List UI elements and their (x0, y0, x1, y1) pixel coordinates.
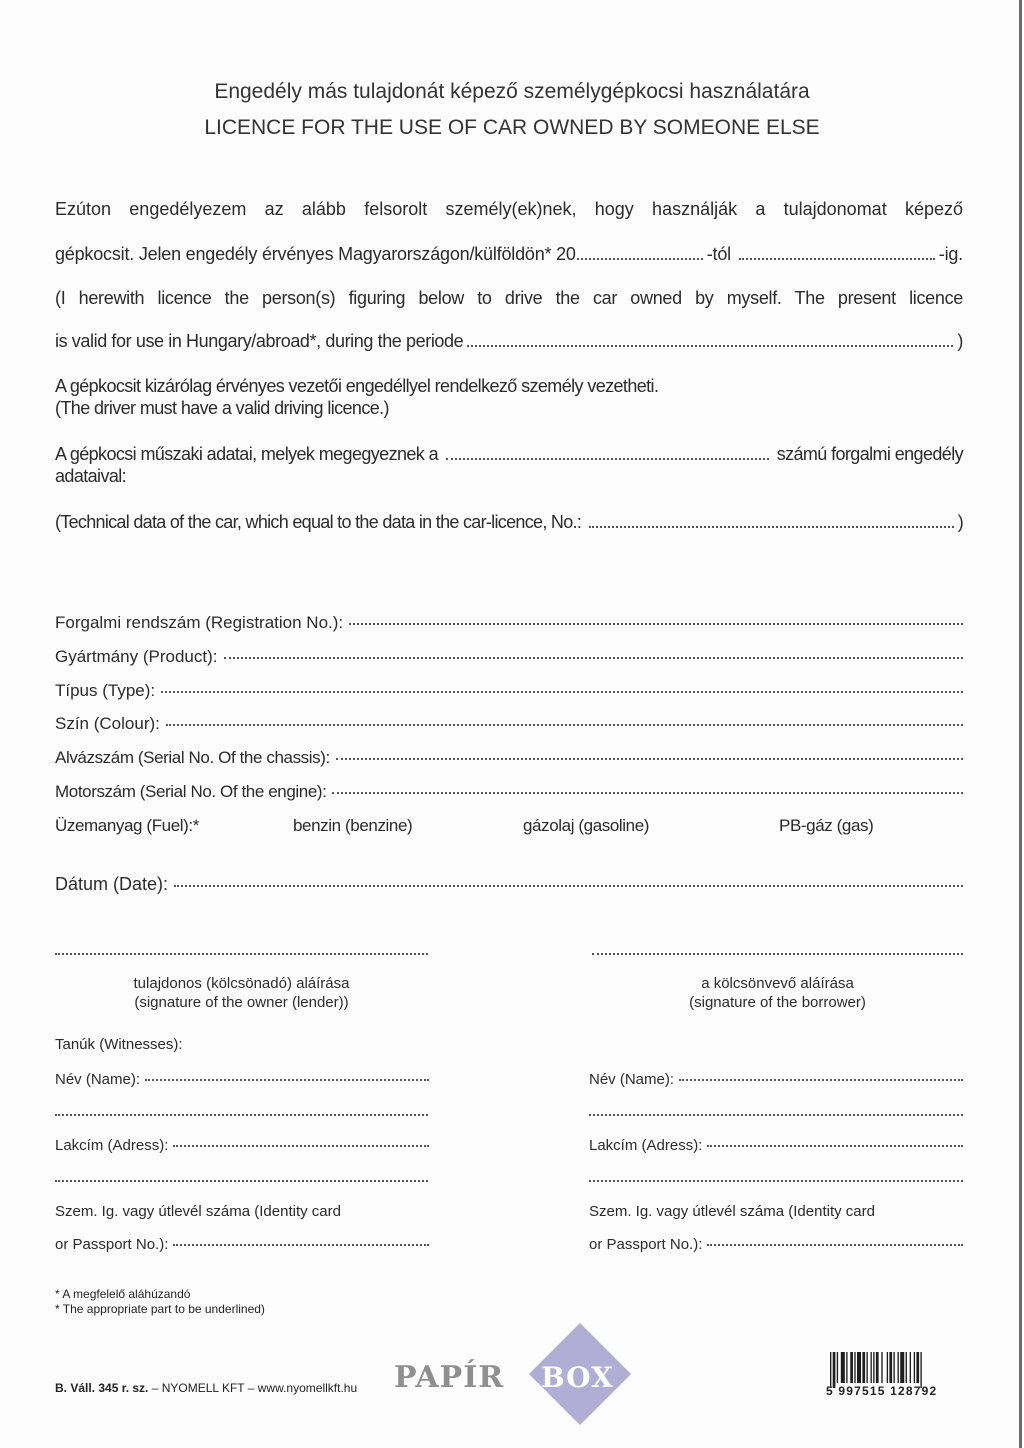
witness-name-line[interactable] (679, 1078, 963, 1081)
logo-word-papir: PAPÍR (394, 1360, 505, 1395)
barcode-bar (857, 1352, 861, 1383)
title-hungarian: Engedély más tulajdonát képező személygépkocsi használatára (214, 80, 810, 103)
barcode-bar (850, 1352, 853, 1383)
witness-2-name[interactable] (589, 1071, 963, 1088)
barcode-bar (881, 1352, 882, 1383)
owner-signature-line[interactable] (55, 952, 428, 955)
owner-signature-caption-en: (signature of the owner (lender)) (134, 994, 349, 1011)
barcode-bar (900, 1352, 904, 1383)
witness-address-line[interactable] (173, 1144, 429, 1147)
footnote-hungarian: * A megfelelő aláhúzandó (55, 1287, 191, 1301)
barcode-bar (873, 1352, 874, 1383)
barcode-bar (906, 1352, 907, 1383)
intro-line-1: Ezúton engedélyezem az alább felsorolt személy(ek)nek, hogy használják a tulajdonomat képező (55, 199, 963, 219)
field-input-line[interactable] (336, 757, 963, 760)
borrower-signature-caption (592, 974, 963, 1012)
fuel-option-gasoline[interactable]: gázolaj (gasoline) (523, 816, 650, 835)
footnote-english: * The appropriate part to be underlined) (55, 1302, 265, 1316)
fuel-label: Üzemanyag (Fuel):* (55, 816, 199, 835)
witness-name-line[interactable] (145, 1078, 429, 1081)
date-from-field[interactable] (577, 257, 703, 260)
field-chassis-number[interactable] (55, 748, 963, 768)
witness-address-label: Lakcím (Adress): (55, 1137, 169, 1154)
driver-note-hungarian: A gépkocsit kizárólag érvényes vezetői engedéllyel rendelkező személy vezetheti. (55, 376, 659, 396)
tech-data-hu-end: számú forgalmi engedély (776, 444, 963, 464)
field-label: Gyártmány (Product): (55, 647, 218, 666)
tech-data-en-end: ) (957, 512, 963, 532)
intro-line-3: (I herewith licence the person(s) figuring below to drive the car owned by myself. The present licence (55, 288, 963, 308)
field-colour[interactable] (55, 714, 963, 734)
witness-2-address[interactable] (589, 1137, 963, 1154)
field-input-line[interactable] (166, 723, 963, 726)
barcode-bar (914, 1352, 915, 1383)
witness-address-label: Lakcím (Adress): (589, 1137, 703, 1154)
tech-data-en-start: (Technical data of the car, which equal to the data in the car-licence, No.: (55, 512, 582, 532)
field-engine-number[interactable] (55, 782, 963, 802)
barcode-number: 5 997515 128792 (826, 1384, 938, 1398)
field-input-line[interactable] (224, 656, 964, 659)
scan-edge (1019, 0, 1022, 1448)
barcode (830, 1352, 962, 1388)
barcode-bar (866, 1352, 867, 1383)
field-label: Típus (Type): (55, 681, 156, 700)
witness-2-address-line-2[interactable] (589, 1179, 963, 1182)
witness-name-label: Név (Name): (589, 1071, 675, 1088)
imprint-publisher: – NYOMELL KFT – www.nyomellkft.hu (148, 1381, 358, 1395)
witness-2-id-label: Szem. Ig. vagy útlevél száma (Identity card (589, 1203, 875, 1220)
witness-1-passport[interactable] (55, 1236, 429, 1253)
title-english: LICENCE FOR THE USE OF CAR OWNED BY SOMEONE ELSE (204, 116, 820, 139)
field-label: Dátum (Date): (55, 874, 169, 894)
field-label: Motorszám (Serial No. Of the engine): (55, 782, 327, 801)
barcode-bar (862, 1352, 865, 1383)
barcode-bar (920, 1352, 921, 1388)
barcode-bar (830, 1352, 831, 1388)
field-input-line[interactable] (161, 690, 963, 693)
intro-line-4-start: is valid for use in Hungary/abroad*, during the periode (55, 331, 464, 351)
witness-1-address[interactable] (55, 1137, 429, 1154)
date-to-field[interactable] (739, 257, 935, 260)
field-input-line[interactable] (349, 622, 963, 625)
barcode-bar (841, 1352, 845, 1383)
witness-2-passport[interactable] (589, 1236, 963, 1253)
borrower-signature-caption-en: (signature of the borrower) (689, 994, 866, 1011)
tech-data-english (55, 512, 963, 533)
tech-data-hungarian-line-2: adataival: (55, 466, 127, 486)
barcode-bar (887, 1352, 888, 1383)
fuel-option-gas[interactable]: PB-gáz (gas) (779, 816, 874, 835)
witness-2-name-line-2[interactable] (589, 1113, 963, 1116)
barcode-bar (837, 1352, 838, 1383)
barcode-bar (846, 1352, 847, 1383)
witness-address-line[interactable] (707, 1144, 963, 1147)
field-label: Alvázszám (Serial No. Of the chassis): (55, 748, 330, 767)
barcode-bar (833, 1352, 836, 1388)
imprint (55, 1381, 357, 1395)
barcode-bar (898, 1352, 899, 1383)
driver-note-english: (The driver must have a valid driving licence.) (55, 398, 389, 418)
field-label: Szín (Colour): (55, 714, 160, 733)
barcode-bar (916, 1352, 919, 1383)
field-label: Forgalmi rendszám (Registration No.): (55, 613, 344, 632)
field-input-line[interactable] (174, 884, 963, 887)
witness-1-id-label: Szem. Ig. vagy útlevél száma (Identity card (55, 1203, 341, 1220)
tech-data-hu-start: A gépkocsi műszaki adatai, melyek megegyeznek a (55, 444, 439, 464)
intro-line-2-end: -ig. (938, 244, 963, 264)
field-registration-number[interactable] (55, 613, 963, 633)
field-date[interactable] (55, 874, 963, 895)
barcode-bar (889, 1352, 892, 1383)
field-type[interactable] (55, 681, 963, 701)
witness-name-label: Név (Name): (55, 1071, 141, 1088)
intro-line-2 (55, 244, 963, 265)
borrower-signature-line[interactable] (592, 952, 963, 955)
barcode-bar (854, 1352, 855, 1383)
car-licence-number-field-en[interactable] (589, 525, 954, 528)
witness-passport-label: or Passport No.): (589, 1236, 703, 1253)
witness-passport-label: or Passport No.): (55, 1236, 169, 1253)
witness-1-address-line-2[interactable] (55, 1179, 428, 1182)
intro-line-2-mid: -tól (706, 244, 731, 264)
tech-data-hungarian (55, 444, 963, 465)
intro-line-4-end: ) (957, 331, 963, 351)
period-field[interactable] (467, 344, 953, 347)
barcode-bar (893, 1352, 894, 1383)
witnesses-heading: Tanúk (Witnesses): (55, 1036, 183, 1053)
field-product[interactable] (55, 647, 963, 667)
barcode-bar (871, 1352, 872, 1383)
witness-1-name-line-2[interactable] (55, 1113, 428, 1116)
barcode-bar (910, 1352, 911, 1383)
car-licence-number-field-hu[interactable] (446, 457, 769, 460)
field-input-line[interactable] (332, 791, 963, 794)
fuel-option-benzine[interactable]: benzin (benzine) (293, 816, 413, 835)
witness-passport-line[interactable] (707, 1243, 963, 1246)
owner-signature-caption (55, 974, 428, 1012)
intro-line-4 (55, 331, 963, 352)
witness-passport-line[interactable] (173, 1243, 429, 1246)
intro-line-2-start: gépkocsit. Jelen engedély érvényes Magyarországon/külföldön* 20 (55, 244, 576, 264)
owner-signature-caption-hu: tulajdonos (kölcsönadó) aláírása (133, 975, 350, 992)
witness-1-name[interactable] (55, 1071, 429, 1088)
imprint-code: B. Váll. 345 r. sz. (55, 1381, 149, 1395)
logo-word-box: BOX (541, 1361, 614, 1394)
barcode-bar (876, 1352, 879, 1383)
borrower-signature-caption-hu: a kölcsönvevő aláírása (701, 975, 854, 992)
